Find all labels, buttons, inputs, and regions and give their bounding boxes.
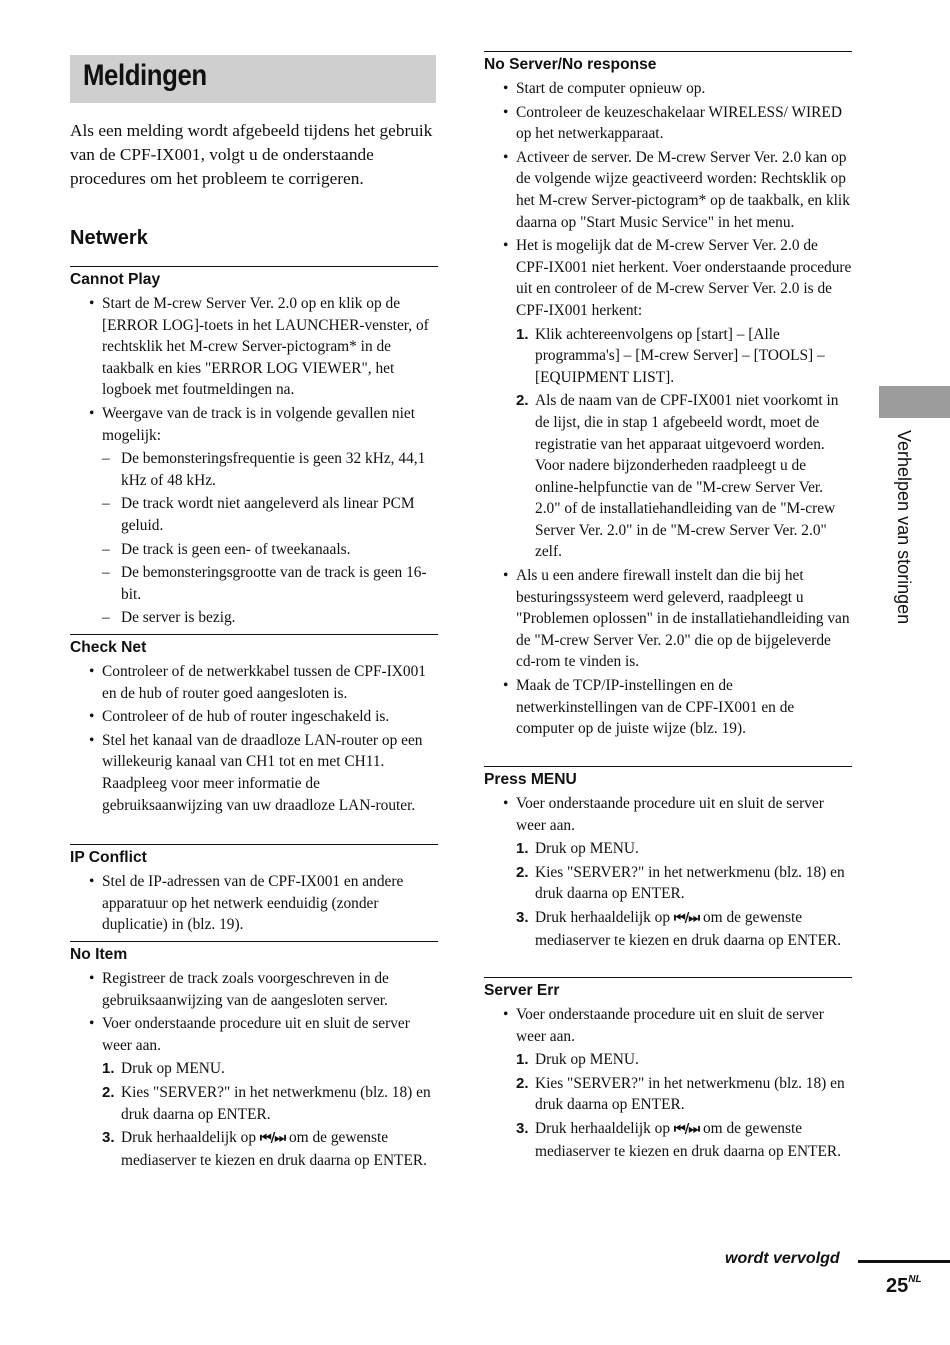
page-number-value: 25: [886, 1275, 909, 1297]
step-text: Kies "SERVER?" in het netwerkmenu (blz. 18) en druk daarna op ENTER.: [121, 1083, 431, 1123]
list-item: [484, 793, 852, 951]
page-title: Meldingen: [83, 59, 207, 92]
step-number: 1.: [516, 840, 529, 858]
list-item: • Activeer de server. De M-crew Server Ver. 2.0 kan op de volgende wijze geactiveerd worden: Rechtsklik op het M-crew Server-pictogram* op de taakbalk, en klik daarna op "Start Music Service" in het menu.: [484, 147, 852, 233]
step-list: [516, 324, 852, 564]
step-item: [516, 907, 852, 951]
list-item: – De server is bezig.: [70, 607, 438, 629]
section-no-server: [484, 51, 852, 740]
list-item: • Registreer de track zoals voorgeschreven in de gebruiksaanwijzing van de aangesloten server.: [70, 968, 438, 1011]
step-number: 1.: [516, 1051, 529, 1069]
step-item: [516, 1049, 852, 1071]
step-item: [516, 390, 852, 563]
bullet-list: [484, 78, 852, 740]
item-text: Voer onderstaande procedure uit en sluit de server weer aan.: [516, 795, 824, 834]
list-item: – De bemonsteringsgrootte van de track is geen 16-bit.: [70, 562, 438, 605]
step-number: 2.: [516, 1074, 529, 1092]
step-item: [102, 1127, 438, 1171]
list-item: – De bemonsteringsfrequentie is geen 32 kHz, 44,1 kHz of 48 kHz.: [70, 448, 438, 491]
step-item: [516, 838, 852, 860]
step-item: [516, 1073, 852, 1116]
step-item: [102, 1058, 438, 1080]
list-item: • Controleer de keuzeschakelaar WIRELESS/ WIRED op het netwerkapparaat.: [484, 102, 852, 145]
section-cannot-play: [70, 266, 438, 629]
step-text: om de gewenste mediaserver te kiezen en druk daarna op ENTER.: [535, 908, 841, 949]
step-number: 2.: [102, 1083, 115, 1101]
title-banner: [70, 55, 436, 103]
section-title: Check Net: [70, 634, 438, 659]
bullet-list: [70, 293, 438, 629]
section-title: IP Conflict: [70, 844, 438, 869]
step-list: [516, 838, 852, 951]
side-tab-label: Verhelpen van storingen: [894, 430, 914, 625]
page-number: [886, 1275, 922, 1298]
section-press-menu: [484, 766, 852, 951]
continued-label: wordt vervolgd: [725, 1250, 840, 1267]
section-server-err: [484, 977, 852, 1162]
skip-prev-next-icon: ⏮/⏭: [673, 910, 700, 926]
step-text: Druk op MENU.: [535, 840, 639, 858]
list-item: [70, 403, 438, 629]
bullet-list: [484, 793, 852, 951]
step-text: Druk herhaaldelijk op: [535, 1119, 671, 1137]
list-item: • Stel het kanaal van de draadloze LAN-router op een willekeurig kanaal van CH1 tot en met CH11. Raadpleeg voor meer informatie de gebruiksaanwijzing van uw draadloze LAN-router.: [70, 730, 438, 816]
list-item: • Stel de IP-adressen van de CPF-IX001 en andere apparatuur op het netwerk eenduidig (zonder duplicatie) in (blz. 19).: [70, 871, 438, 936]
section-check-net: [70, 634, 438, 816]
list-item: [484, 1004, 852, 1162]
step-number: 1.: [516, 325, 529, 343]
page-lang: NL: [908, 1274, 922, 1285]
step-number: 1.: [102, 1060, 115, 1078]
list-item: • Start de computer opnieuw op.: [484, 78, 852, 100]
step-text: Kies "SERVER?" in het netwerkmenu (blz. 18) en druk daarna op ENTER.: [535, 863, 845, 903]
bullet-list: [484, 1004, 852, 1162]
list-item: – De track wordt niet aangeleverd als linear PCM geluid.: [70, 493, 438, 536]
skip-prev-next-icon: ⏮/⏭: [259, 1131, 286, 1147]
step-list: [102, 1058, 438, 1171]
step-text: om de gewenste mediaserver te kiezen en druk daarna op ENTER.: [535, 1119, 841, 1160]
step-text: Druk herhaaldelijk op: [121, 1129, 257, 1147]
item-text: Weergave van de track is in volgende gevallen niet mogelijk:: [102, 404, 416, 444]
step-text: Als de naam van de CPF-IX001 niet voorkomt in de lijst, die in stap 1 afgebeeld wordt, moet de registratie van het apparaat uitgevoerd worden. Voor nadere bijzonderheden raadpleegt u de online-helpfunctie van de "M-crew Server Ver. 2.0" of de installatiehandleiding van de "M-crew Server Ver. 2.0" in de "M-crew Server Ver. 2.0" zelf.: [535, 392, 839, 561]
step-item: [516, 862, 852, 905]
list-item: • Controleer of de netwerkkabel tussen de CPF-IX001 en de hub of router goed aangesloten is.: [70, 661, 438, 704]
step-text: Druk op MENU.: [535, 1051, 639, 1069]
step-text: Klik achtereenvolgens op [start] – [Alle programma's] – [M-crew Server] – [TOOLS] – [EQUIPMENT LIST].: [535, 325, 825, 386]
step-text: Druk herhaaldelijk op: [535, 908, 671, 926]
step-text: om de gewenste mediaserver te kiezen en druk daarna op ENTER.: [121, 1129, 427, 1169]
item-text: Het is mogelijk dat de M-crew Server Ver. 2.0 de CPF-IX001 niet herkent. Voer onderstaande procedure uit en controleer of de M-crew Server Ver. 2.0 is de CPF-IX001 herkent:: [516, 237, 852, 319]
list-item: • Controleer of de hub of router ingeschakeld is.: [70, 706, 438, 728]
item-text: Voer onderstaande procedure uit en sluit de server weer aan.: [102, 1015, 410, 1054]
list-item: • Maak de TCP/IP-instellingen en de netwerkinstellingen van de CPF-IX001 en de computer op de juiste wijze (blz. 19).: [484, 675, 852, 740]
list-item: • Start de M-crew Server Ver. 2.0 op en klik op de [ERROR LOG]-toets in het LAUNCHER-venster, of rechtsklik het M-crew Server-pictogram* in de taakbalk en kies "ERROR LOG VIEWER", het logboek met foutmeldingen na.: [70, 293, 438, 401]
step-item: [516, 1118, 852, 1162]
dash-list: [102, 448, 438, 629]
step-text: Kies "SERVER?" in het netwerkmenu (blz. 18) en druk daarna op ENTER.: [535, 1074, 845, 1114]
list-item: • Als u een andere firewall instelt dan die bij het besturingssysteem werd geleverd, raadpleegt u "Problemen oplossen" in de installatiehandleiding van de "M-crew Server Ver. 2.0" die op de bijgeleverde cd-rom te vinden is.: [484, 565, 852, 673]
section-ip-conflict: [70, 844, 438, 936]
step-item: [516, 324, 852, 389]
step-number: 3.: [516, 908, 529, 926]
intro-paragraph: Als een melding wordt afgebeeld tijdens het gebruik van de CPF-IX001, volgt u de onderstaande procedures om het probleem te corrigeren.: [70, 121, 433, 189]
section-no-item: [70, 941, 438, 1171]
step-number: 2.: [516, 863, 529, 881]
step-item: [102, 1082, 438, 1125]
list-item: [484, 235, 852, 563]
bullet-list: [70, 661, 438, 816]
section-title: Press MENU: [484, 766, 852, 791]
item-text: Voer onderstaande procedure uit en sluit de server weer aan.: [516, 1006, 824, 1045]
step-number: 2.: [516, 392, 529, 410]
section-title: Server Err: [484, 977, 852, 1002]
bullet-list: [70, 968, 438, 1171]
step-number: 3.: [516, 1119, 529, 1137]
section-heading: Netwerk: [70, 227, 148, 249]
skip-prev-next-icon: ⏮/⏭: [673, 1121, 700, 1137]
step-text: Druk op MENU.: [121, 1060, 225, 1078]
step-list: [516, 1049, 852, 1162]
section-title: No Item: [70, 941, 438, 966]
list-item: – De track is geen een- of tweekanaals.: [70, 539, 438, 561]
bullet-list: [70, 871, 438, 936]
section-title: No Server/No response: [484, 51, 852, 76]
section-title: Cannot Play: [70, 266, 438, 291]
list-item: [70, 1013, 438, 1171]
continued-rule: [858, 1260, 950, 1263]
step-number: 3.: [102, 1129, 115, 1147]
side-tab-marker: [879, 386, 950, 418]
